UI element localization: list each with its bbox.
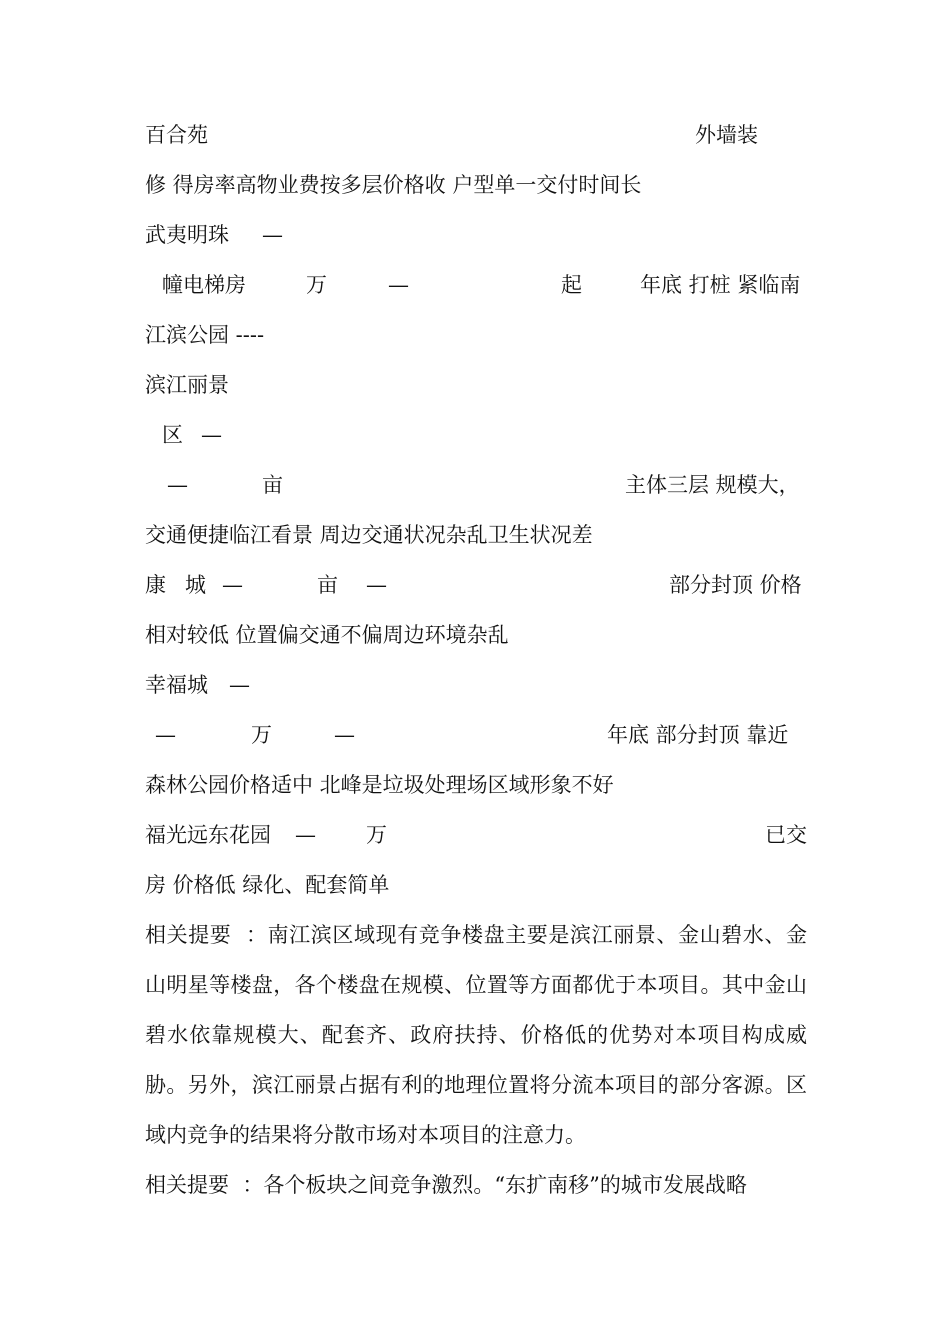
row-wuyi-mingzhu (145, 218, 807, 252)
dash: — (366, 573, 387, 597)
row-xingfu-cheng (145, 668, 807, 702)
project-name: 百合苑 (145, 123, 208, 147)
row-wuyi-mingzhu-detail (145, 268, 807, 302)
row-text: 亩 (262, 473, 283, 497)
summary-paragraph-1 (145, 910, 807, 1160)
row-text: 万 (306, 273, 327, 297)
row-text: 江滨公园 ---- (145, 323, 265, 347)
summary-text: 南江滨区域现有竞争楼盘主要是滨江丽景、金山碧水、金山明星等楼盘，各个楼盘在规模、位置等方面都优于本项目。其中金山碧水依靠规模大、配套齐、政府扶持、价格低的优势对本项目构成威胁。另外，滨江丽景占据有利的地理位置将分流本项目的部分客源。区域内竞争的结果将分散市场对本项目的注意力。 (145, 923, 808, 1147)
row-text: 部分封顶 价格 (669, 573, 802, 597)
row-xingfu-cheng-cont (145, 768, 807, 802)
row-baihe-yuan-cont (145, 168, 807, 202)
dash: — (334, 723, 355, 747)
row-baihe-yuan (145, 118, 807, 152)
dash: — (262, 223, 283, 247)
row-text: 相对较低 位置偏交通不偏周边环境杂乱 (145, 623, 509, 647)
row-text: 幢电梯房 (162, 273, 246, 297)
row-text: 区 (162, 423, 183, 447)
row-text: 年底 部分封顶 靠近 (607, 723, 789, 747)
summary-label: 相关提要 (145, 1173, 229, 1197)
project-name: 武夷明珠 (145, 223, 229, 247)
dash: — (155, 723, 176, 747)
row-text: 森林公园价格适中 北峰是垃圾处理场区域形象不好 (145, 773, 614, 797)
row-text: 起 (561, 273, 582, 297)
row-kang-cheng-cont (145, 618, 807, 652)
row-wuyi-mingzhu-cont (145, 318, 807, 352)
summary-colon: ： (242, 1173, 264, 1197)
row-text: 交通便捷临江看景 周边交通状况杂乱卫生状况差 (145, 523, 593, 547)
row-xingfu-cheng-detail (145, 718, 807, 752)
row-binjiang-lijing-zone (145, 418, 807, 452)
row-binjiang-lijing-detail (145, 468, 807, 502)
summary-text: 各个板块之间竞争激烈。“东扩南移”的城市发展战略 (263, 1173, 747, 1197)
dash: — (201, 423, 222, 447)
row-text: 亩 (317, 573, 338, 597)
row-text: 万 (366, 823, 387, 847)
row-text: 外墙装 (695, 123, 758, 147)
project-name: 城 (185, 573, 206, 597)
summary-colon: ： (245, 923, 268, 947)
row-binjiang-lijing (145, 368, 807, 402)
row-kang-cheng (145, 568, 807, 602)
summary-paragraph-2 (145, 1160, 807, 1210)
row-text: 年底 打桩 紧临南 (640, 273, 801, 297)
project-name: 滨江丽景 (145, 373, 229, 397)
row-text: 已交 (765, 823, 807, 847)
dash: — (222, 573, 243, 597)
dash: — (295, 823, 316, 847)
row-text: 修 得房率高物业费按多层价格收 户型单一交付时间长 (145, 173, 642, 197)
row-binjiang-lijing-cont (145, 518, 807, 552)
summary-label: 相关提要 (145, 923, 232, 947)
row-text: 万 (251, 723, 272, 747)
dash: — (229, 673, 250, 697)
row-fuguang-yuandong-cont (145, 868, 807, 902)
project-name: 福光远东花园 (145, 823, 271, 847)
project-name: 康 (145, 573, 166, 597)
row-fuguang-yuandong (145, 818, 807, 852)
dash: — (167, 473, 188, 497)
project-name: 幸福城 (145, 673, 208, 697)
row-text: 房 价格低 绿化、配套简单 (145, 873, 390, 897)
row-text: 主体三层 规模大， (625, 473, 800, 497)
dash: — (388, 273, 409, 297)
